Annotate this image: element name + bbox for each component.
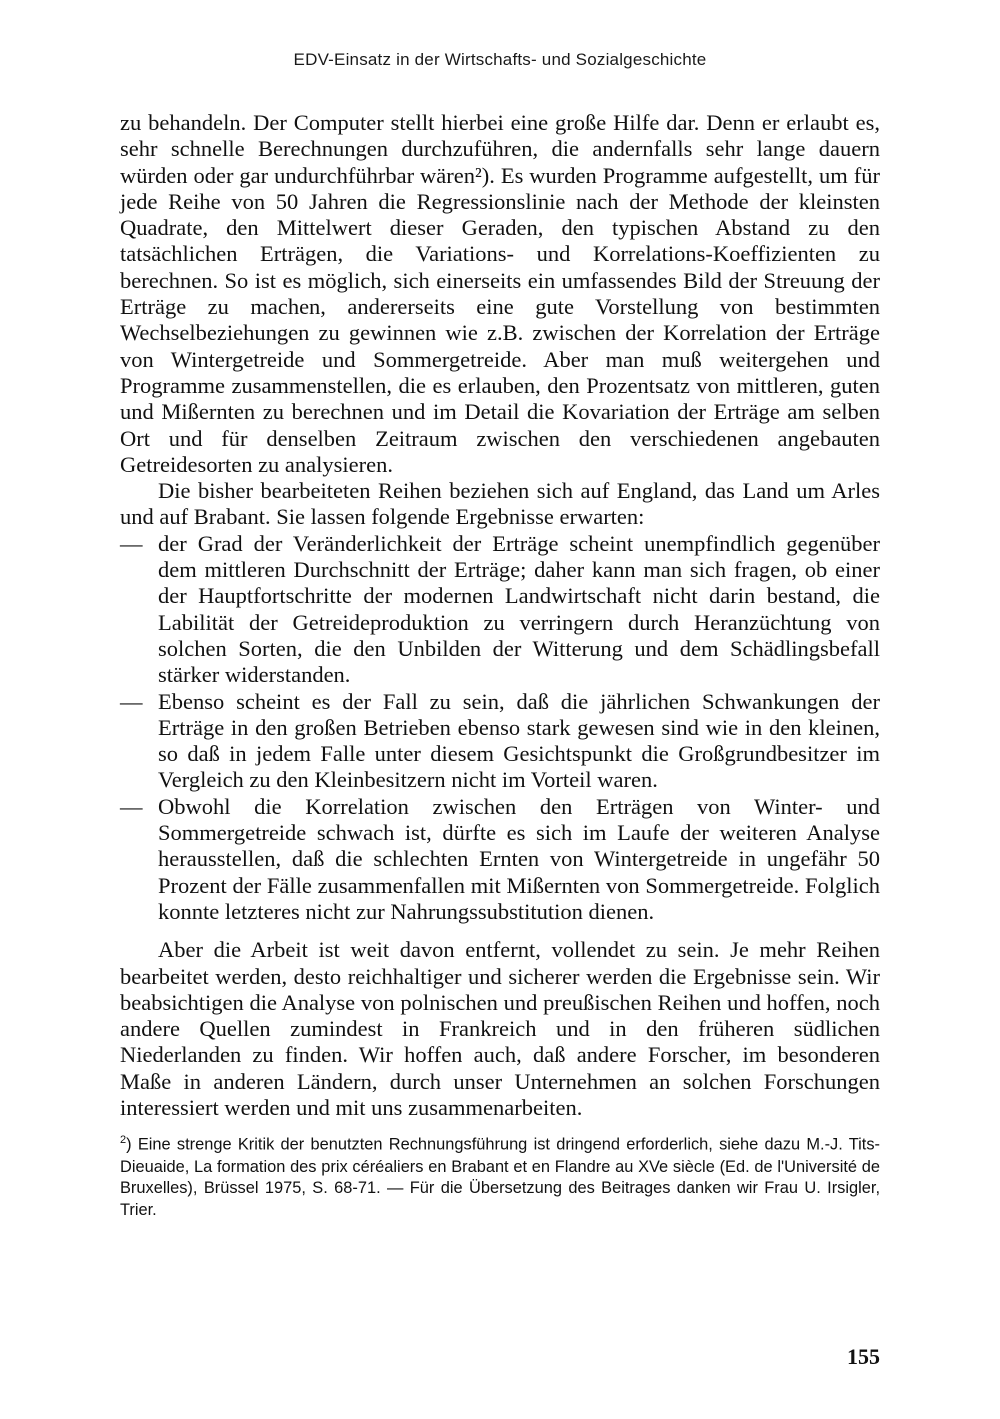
list-item	[120, 689, 880, 794]
list-item-text: Ebenso scheint es der Fall zu sein, daß die jährlichen Schwankungen der Erträge in den großen Betrieben ebenso stark gewesen sind wie in den kleinen, so daß in jedem Falle unter diesem Gesichtspunkt die Großgrundbesitzer im Vergleich zu den Kleinbesitzern nicht im Vorteil waren.	[158, 688, 880, 793]
list-item	[120, 794, 880, 925]
list-item	[120, 531, 880, 689]
paragraph: Die bisher bearbeiteten Reihen beziehen sich auf England, das Land um Arles und auf Brabant. Sie lassen folgende Ergebnisse erwarten:	[120, 478, 880, 530]
page-number: 155	[847, 1344, 880, 1369]
dash-bullet: —	[120, 793, 143, 819]
dash-bullet: —	[120, 688, 143, 714]
footnote-text: ) Eine strenge Kritik der benutzten Rechnungsführung ist dringend erforderlich, siehe dazu M.-J. Tits-Dieuaide, La formation des prix céréaliers en Brabant et en Flandre au XVe siècle (Ed. de l'Université de Bruxelles), Brüssel 1975, S. 68-71. — Für die Übersetzung des Beitrages danken wir Frau U. Irsigler, Trier.	[120, 1135, 880, 1220]
footnote-marker: 2	[120, 1134, 127, 1147]
list-item-text: Obwohl die Korrelation zwischen den Erträgen von Winter- und Sommergetreide schwach ist, dürfte es sich im Laufe der weiteren Analyse herausstellen, daß die schlechten Ernten von Wintergetreide in ungefähr 50 Prozent der Fälle zusammenfallen mit Mißernten von Sommergetreide. Folglich konnte letzteres nicht zur Nahrungssubstitution dienen.	[158, 793, 880, 924]
footnote	[120, 1130, 880, 1222]
paragraph: Aber die Arbeit ist weit davon entfernt, vollendet zu sein. Je mehr Reihen bearbeitet werden, desto reichhaltiger und sicherer werden die Ergebnisse sein. Wir beabsichtigen die Analyse von polnischen und preußischen Reihen und hoffen, noch andere Quellen zumindest in Frankreich und in den früheren südlichen Niederlanden zu finden. Wir hoffen auch, daß andere Forscher, im besonderen Maße in anderen Ländern, durch unser Unternehmen an solchen Forschungen interessiert werden und mit uns zusammenarbeiten.	[120, 937, 880, 1120]
dash-bullet: —	[120, 530, 143, 556]
paragraph-gap	[120, 925, 880, 937]
list-item-text: der Grad der Veränderlichkeit der Erträge scheint unempfindlich gegenüber dem mittleren Durchschnitt der Erträge; daher kann man sich fragen, ob einer der Hauptfortschritte der modernen Landwirtschaft nicht darin bestand, die Labilität der Getreideproduktion zu verringern durch Heranzüchtung von solchen Sorten, die den Unbilden der Witterung und dem Schädlingsbefall stärker widerstanden.	[158, 530, 880, 688]
paragraph: zu behandeln. Der Computer stellt hierbei eine große Hilfe dar. Denn er erlaubt es, sehr schnelle Berechnungen durchzuführen, die andernfalls sehr lange dauern würden oder gar undurchführbar wären²). Es wurden Programme aufgestellt, um für jede Reihe von 50 Jahren die Regressionslinie nach der Methode der kleinsten Quadrate, den Mittelwert dieser Geraden, den typischen Abstand zu den tatsächlichen Erträgen, die Variations- und Korrelations-Koeffizienten zu berechnen. So ist es möglich, sich einerseits ein umfassendes Bild der Streuung der Erträge zu machen, andererseits eine gute Vorstellung von bestimmten Wechselbeziehungen zu gewinnen wie z.B. zwischen der Korrelation der Erträge von Wintergetreide und Sommergetreide. Aber man muß weitergehen und Programme zusammenstellen, die es erlauben, den Prozentsatz von mittleren, guten und Mißernten zu berechnen und im Detail die Kovariation der Erträge am selben Ort und für denselben Zeitraum zwischen den verschiedenen angebauten Getreidesorten zu analysieren.	[120, 110, 880, 477]
running-header: EDV-Einsatz in der Wirtschafts- und Sozialgeschichte	[293, 50, 707, 69]
results-list	[120, 531, 880, 925]
body-text	[120, 110, 880, 1222]
